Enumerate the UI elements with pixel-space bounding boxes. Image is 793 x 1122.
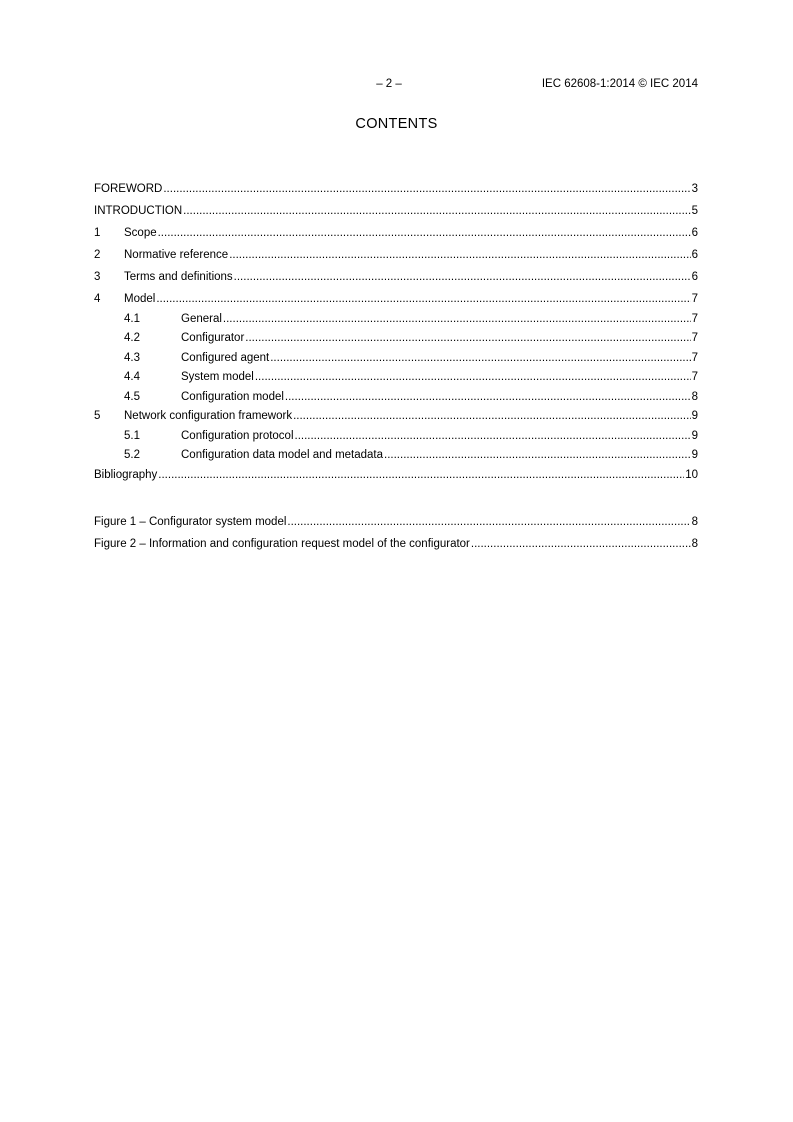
toc-entry-label: Scope xyxy=(124,227,157,239)
toc-entry-model[interactable] xyxy=(94,290,698,310)
toc-entry-number: 4.5 xyxy=(124,390,140,403)
toc-entry-number: 1 xyxy=(94,227,101,239)
toc-entry-page: 8 xyxy=(691,390,698,403)
toc-entry-number: 4 xyxy=(94,293,101,305)
document-reference: IEC 62608-1:2014 © IEC 2014 xyxy=(541,78,698,90)
toc-entry-label: Configured agent xyxy=(181,351,270,364)
list-of-figures xyxy=(94,513,698,557)
toc-entry-page: 9 xyxy=(691,410,698,422)
toc-entry-label: Model xyxy=(124,293,156,305)
contents-title: CONTENTS xyxy=(355,116,438,132)
toc-entry-page: 5 xyxy=(691,205,698,217)
toc-entry-configuration-data-model[interactable] xyxy=(94,446,698,466)
toc-entry-label: Configurator xyxy=(181,332,245,344)
dot-leader xyxy=(255,370,691,384)
dot-leader xyxy=(384,448,691,462)
toc-entry-normative-reference[interactable] xyxy=(94,246,698,268)
toc-entry-bibliography[interactable] xyxy=(94,466,698,488)
toc-entry-label: General xyxy=(181,312,222,325)
toc-entry-number: 4.3 xyxy=(124,351,140,364)
dot-leader xyxy=(163,182,690,196)
table-of-contents xyxy=(94,180,698,488)
dot-leader xyxy=(295,429,691,443)
dot-leader xyxy=(287,515,690,529)
toc-entry-number: 4.4 xyxy=(124,371,140,383)
figure-entry-label: Figure 2 – Information and configuration request model of the configurator xyxy=(94,538,470,550)
dot-leader xyxy=(471,537,691,551)
toc-entry-label: Network configuration framework xyxy=(124,410,293,422)
toc-entry-introduction[interactable] xyxy=(94,202,698,224)
toc-entry-label: Configuration protocol xyxy=(181,429,294,442)
toc-entry-number: 5.2 xyxy=(124,449,140,461)
toc-entry-page: 7 xyxy=(691,332,698,344)
toc-entry-page: 10 xyxy=(685,468,698,481)
toc-entry-label: Configuration model xyxy=(181,390,284,403)
toc-entry-page: 9 xyxy=(691,429,698,442)
toc-entry-foreword[interactable] xyxy=(94,180,698,202)
toc-entry-label: Terms and definitions xyxy=(124,271,233,283)
figure-entry-label: Figure 1 – Configurator system model xyxy=(94,516,287,528)
dot-leader xyxy=(270,351,690,365)
dot-leader xyxy=(285,390,691,404)
toc-entry-label: Bibliography xyxy=(94,468,158,481)
toc-entry-page: 7 xyxy=(691,351,698,364)
toc-entry-page: 7 xyxy=(691,312,698,325)
toc-entry-page: 6 xyxy=(691,227,698,239)
toc-entry-configurator[interactable] xyxy=(94,329,698,349)
toc-entry-page: 9 xyxy=(691,449,698,461)
toc-entry-number: 5.1 xyxy=(124,429,140,442)
dot-leader xyxy=(293,409,691,423)
toc-entry-label: FOREWORD xyxy=(94,183,163,195)
page-number: – 2 – xyxy=(376,78,402,90)
toc-entry-number: 5 xyxy=(94,410,101,422)
toc-entry-number: 2 xyxy=(94,249,101,261)
figure-entry-2[interactable] xyxy=(94,535,698,557)
toc-entry-label: Configuration data model and metadata xyxy=(181,449,384,461)
figure-entry-page: 8 xyxy=(691,538,698,550)
toc-entry-configuration-model[interactable] xyxy=(94,388,698,408)
toc-entry-page: 6 xyxy=(691,249,698,261)
toc-entry-number: 4.2 xyxy=(124,332,140,344)
toc-entry-terms-and-definitions[interactable] xyxy=(94,268,698,290)
toc-entry-page: 6 xyxy=(691,271,698,283)
dot-leader xyxy=(229,248,690,262)
toc-entry-configuration-protocol[interactable] xyxy=(94,427,698,447)
dot-leader xyxy=(234,270,691,284)
toc-entry-page: 3 xyxy=(691,183,698,195)
toc-entry-number: 3 xyxy=(94,271,101,283)
figure-entry-1[interactable] xyxy=(94,513,698,535)
toc-entry-number: 4.1 xyxy=(124,312,140,325)
dot-leader xyxy=(156,292,690,306)
dot-leader xyxy=(183,204,690,218)
toc-entry-page: 7 xyxy=(691,293,698,305)
toc-entry-network-configuration-framework[interactable] xyxy=(94,407,698,427)
toc-entry-label: INTRODUCTION xyxy=(94,205,183,217)
dot-leader xyxy=(158,226,691,240)
toc-entry-label: Normative reference xyxy=(124,249,229,261)
dot-leader xyxy=(223,312,691,326)
figure-entry-page: 8 xyxy=(691,516,698,528)
toc-entry-label: System model xyxy=(181,371,254,383)
toc-entry-scope[interactable] xyxy=(94,224,698,246)
dot-leader xyxy=(158,468,684,482)
toc-entry-general[interactable] xyxy=(94,310,698,330)
toc-entry-page: 7 xyxy=(691,371,698,383)
toc-entry-configured-agent[interactable] xyxy=(94,349,698,369)
dot-leader xyxy=(245,331,690,345)
toc-entry-system-model[interactable] xyxy=(94,368,698,388)
